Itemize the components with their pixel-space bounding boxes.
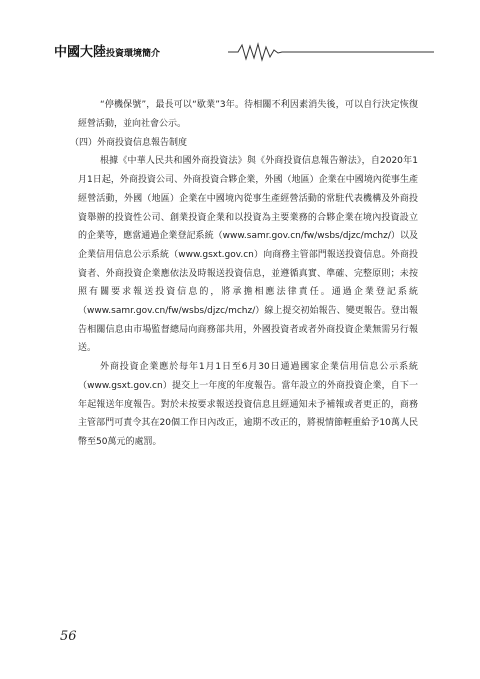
paragraph-continued: “停機保號”，最長可以“歇業”3年。待相關不利因素消失後，可以自行決定恢復經營活動，並向社會公示。 [78, 100, 418, 129]
header-title-sub: 投資環境簡介 [106, 49, 161, 59]
page-body [70, 96, 418, 452]
header-wave-line-icon [228, 41, 434, 63]
section-heading: （四）外商投資信息報告制度 [70, 138, 188, 149]
running-header [54, 41, 434, 63]
page-number: 56 [60, 629, 77, 644]
paragraph-annual-report: 外商投資企業應於每年1月1日至6月30日通過國家企業信用信息公示系統（www.gsxt.gov.cn）提交上一年度的年度報告。當年設立的外商投資企業，自下一年起報送年度報告。對於未按要求報送投資信息且經通知未予補報或者更正的，商務主管部門可責令其在20個工作日內改正，逾期不改正的，將視情節輕重給予10萬人民幣至50萬元的處罰。 [78, 362, 418, 447]
header-title-main: 中國大陸 [54, 45, 107, 60]
paragraph-report-system: 根據《中華人民共和國外商投資法》與《外商投資信息報告辦法》，自2020年1月1日起，外商投資公司、外商投資合夥企業，外國（地區）企業在中國境內從事生產經營活動，外國（地區）企業在中國境內從事生產經營活動的常駐代表機構及外商投資舉辦的投資性公司、創業投資企業和以投資為主要業務的合夥企業在境內投資設立的企業等，應當通過企業登記系統（www.samr.gov.cn/fw/wsbs/djzc/mchz/）以及企業信用信息公示系統（www.gsxt.gov.cn）向商務主管部門報送投資信息。外商投資者、外商投資企業應依法及時報送投資信息，並遵循真實、準確、完整原則；未按照有關要求報送投資信息的，將承擔相應法律責任。通過企業登記系統（www.samr.gov.cn/fw/wsbs/djzc/mchz/）線上提交初始報告、變更報告。登出報告相關信息由市場監督總局向商務部共用，外國投資者或者外商投資企業無需另行報送。 [78, 156, 418, 354]
header-title [54, 41, 160, 60]
